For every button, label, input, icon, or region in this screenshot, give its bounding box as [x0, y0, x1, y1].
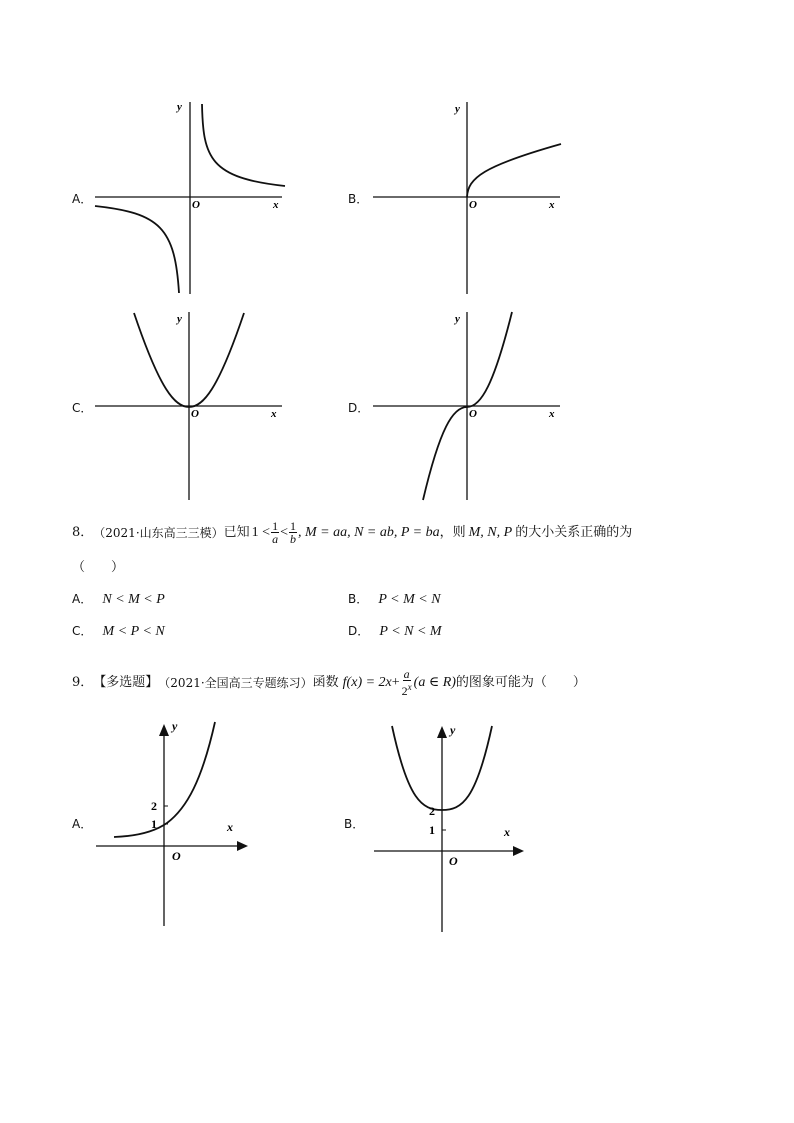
q8-stem-mid: ，则	[439, 524, 466, 540]
q8-option-a	[72, 591, 165, 608]
q8-vars: M, N, P	[468, 524, 513, 540]
origin-label: O	[469, 408, 477, 420]
q9-frac-a-over-2x	[401, 668, 413, 697]
q8-def-n: , N = a	[347, 524, 387, 540]
q8-option-c-label: C．	[72, 624, 93, 638]
q7-option-c-label: C．	[72, 401, 93, 415]
y-axis-arrow	[437, 726, 447, 738]
q8-frac2-num: 1	[289, 519, 296, 533]
q9-number: 9．	[72, 674, 94, 690]
q8-def-p: , P = b	[393, 524, 433, 540]
q8-option-b-expr: P < M < N	[378, 592, 441, 607]
q8-stem-suffix: 的大小关系正确的为	[515, 524, 633, 540]
q9-plus: +	[391, 674, 400, 690]
hyperbola-branch-left	[95, 206, 179, 293]
tick-label-2: 2	[151, 799, 157, 813]
q8-option-d-expr: P < N < M	[379, 624, 442, 639]
q8-option-c	[72, 623, 165, 640]
q9-frac-num: a	[403, 667, 410, 681]
root-curve	[467, 144, 561, 197]
q8-sup-a1: a	[340, 524, 348, 540]
q8-option-a-expr: N < M < P	[102, 592, 165, 607]
q8-frac2-den: b	[289, 532, 296, 546]
q8-stem	[72, 520, 632, 545]
q8-cond-left: 1 <	[251, 524, 271, 540]
q8-option-d-label: D．	[348, 624, 370, 638]
q8-frac1-num: 1	[272, 519, 279, 533]
q9-graph-a	[92, 720, 262, 930]
q9-domain: (a ∈ R)	[413, 674, 456, 690]
y-axis-label: y	[172, 720, 178, 733]
q8-def-m: , M = a	[297, 524, 341, 540]
x-axis-arrow	[513, 846, 524, 856]
q8-lt: <	[280, 524, 288, 540]
y-axis-label: y	[177, 101, 182, 113]
q9-stem	[72, 668, 586, 697]
q7-graph-d	[368, 308, 568, 504]
x-axis-label: x	[273, 199, 279, 211]
q8-sup-a2: a	[432, 524, 440, 540]
q8-frac1-den: a	[272, 532, 279, 546]
q8-option-b-label: B．	[348, 592, 369, 606]
hyperbola-branch-right	[202, 104, 285, 186]
origin-label: O	[469, 199, 477, 211]
tick-label-1: 1	[429, 823, 435, 837]
q9-option-b-label: B．	[344, 817, 365, 831]
q7-graph-c	[90, 308, 290, 504]
q8-source: （2021·山东高三三模）	[93, 525, 224, 540]
origin-label: O	[449, 854, 458, 868]
q7-graph-b	[368, 98, 568, 298]
y-axis-label: y	[455, 313, 460, 325]
q8-answer-paren: （ ）	[72, 560, 125, 575]
x-axis-label: x	[549, 408, 555, 420]
q8-stem-prefix: 已知	[223, 524, 250, 540]
y-axis-label: y	[450, 723, 456, 737]
origin-label: O	[192, 199, 200, 211]
q9-sup-x2: x	[407, 682, 412, 692]
tick-label-1: 1	[151, 817, 157, 831]
origin-label: O	[172, 849, 181, 863]
origin-label: O	[191, 408, 199, 420]
q9-stem-prefix: 函数	[312, 674, 339, 690]
q8-option-d	[348, 623, 442, 640]
q9-stem-suffix: 的图象可能为（ ）	[455, 674, 586, 690]
q8-option-c-expr: M < P < N	[102, 624, 165, 639]
q9-func-lhs: f(x) = 2	[342, 674, 386, 690]
q8-number: 8．	[72, 524, 94, 540]
q7-option-b-label: B．	[348, 192, 369, 206]
q7-option-a-label: A．	[72, 192, 93, 206]
y-axis-label: y	[177, 313, 182, 325]
q8-frac-1-over-a	[271, 520, 279, 545]
x-axis-label: x	[549, 199, 555, 211]
q8-sup-b: b	[386, 524, 394, 540]
q7-option-d-label: D．	[348, 401, 370, 415]
q8-frac-1-over-b	[289, 520, 297, 545]
x-axis-arrow	[237, 841, 248, 851]
q8-option-a-label: A．	[72, 592, 93, 606]
q9-source: （2021·全国高三专题练习）	[158, 675, 313, 690]
y-axis-label: y	[455, 103, 460, 115]
q9-graph-b	[370, 720, 540, 935]
q9-sup-x1: x	[385, 674, 392, 690]
x-axis-label: x	[271, 408, 277, 420]
x-axis-label: x	[504, 825, 510, 839]
q9-tag: 【多选题】	[93, 674, 159, 690]
q9-frac-den-base: 2	[401, 684, 408, 698]
q9-option-a-label: A．	[72, 817, 93, 831]
q7-graph-a	[90, 98, 290, 298]
q8-option-b	[348, 591, 441, 608]
y-axis-arrow	[159, 724, 169, 736]
x-axis-label: x	[227, 820, 233, 834]
tick-label-2: 2	[429, 804, 435, 818]
q9-frac-den	[401, 681, 413, 697]
